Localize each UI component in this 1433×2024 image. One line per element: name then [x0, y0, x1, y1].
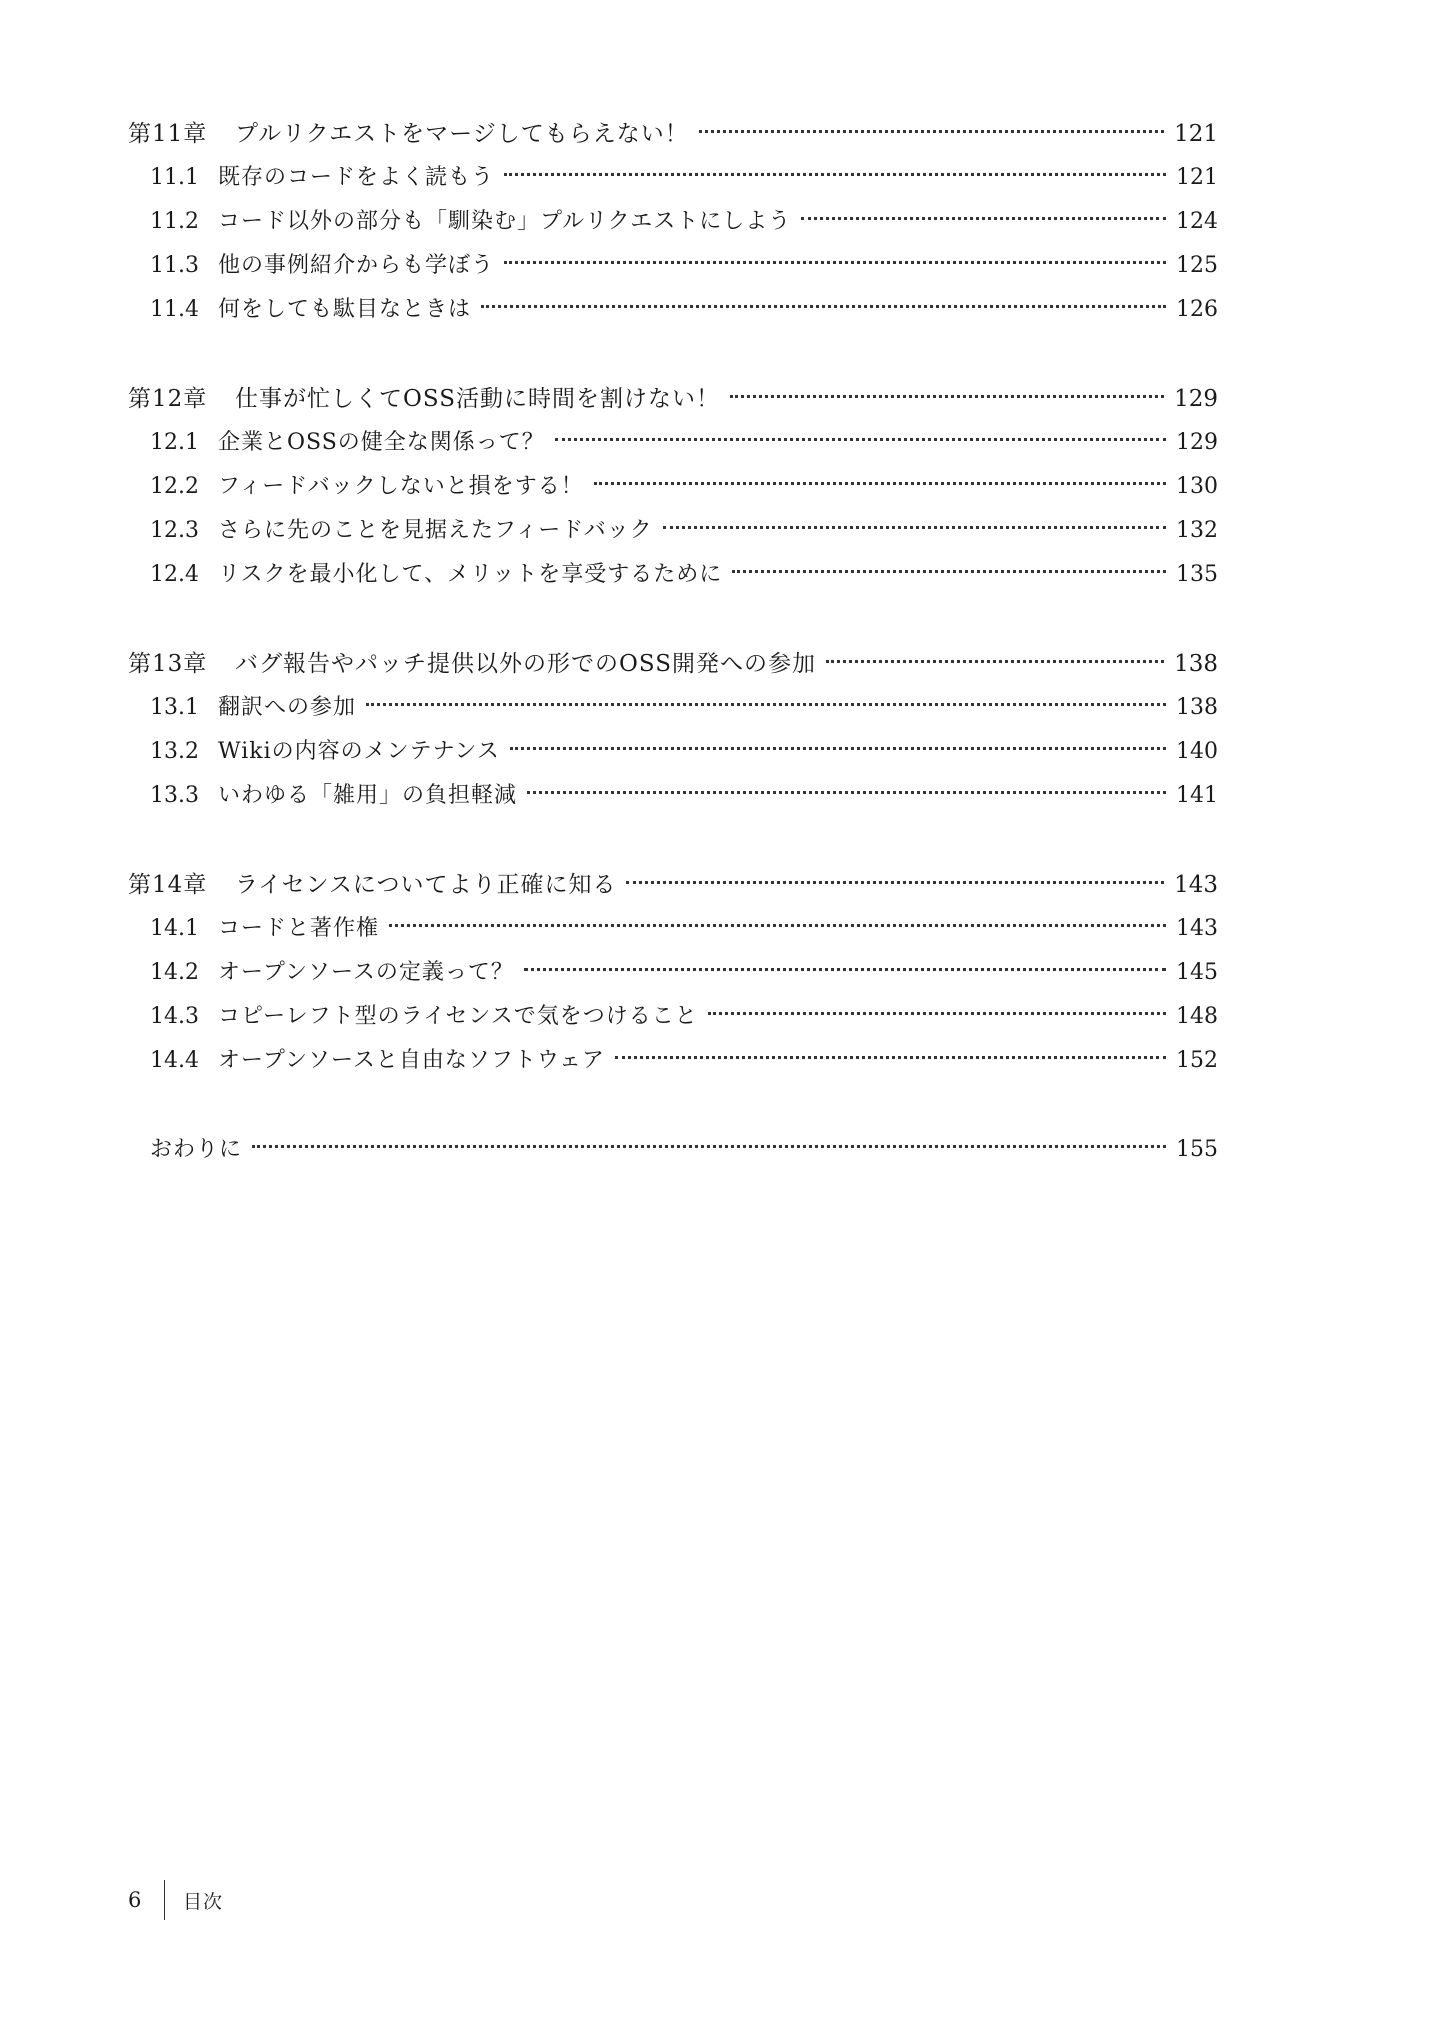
page-number: 129	[1174, 386, 1218, 412]
dot-leader	[389, 924, 1166, 927]
section-entry[interactable]	[128, 509, 1218, 553]
chapter-13	[128, 642, 1218, 818]
section-entry[interactable]	[128, 907, 1218, 951]
section-title: Wikiの内容のメンテナンス	[218, 739, 500, 764]
page-number: 126	[1176, 297, 1218, 322]
folio-number: 6	[128, 1888, 142, 1912]
section-entry[interactable]	[128, 200, 1218, 244]
chapter-11	[128, 112, 1218, 332]
page-number: 148	[1176, 1004, 1218, 1029]
dot-leader	[615, 1056, 1166, 1059]
section-number: 13.1	[150, 695, 199, 720]
section-number: 14.4	[150, 1048, 199, 1073]
section-title: 翻訳への参加	[218, 695, 357, 720]
dot-leader	[524, 968, 1166, 971]
page-number: 152	[1176, 1048, 1218, 1073]
page-number: 155	[1176, 1137, 1218, 1162]
page-number: 124	[1176, 209, 1218, 234]
section-title: 他の事例紹介からも学ぼう	[218, 253, 495, 278]
section-entry[interactable]	[128, 686, 1218, 730]
section-title: 何をしても駄目なときは	[218, 297, 472, 322]
dot-leader	[699, 130, 1164, 133]
table-of-contents	[128, 112, 1218, 1172]
chapter-label: 第14章	[128, 872, 208, 898]
dot-leader	[730, 395, 1164, 398]
page-number: 121	[1176, 165, 1218, 190]
dot-leader	[555, 438, 1166, 441]
page-number: 143	[1174, 872, 1218, 898]
dot-leader	[252, 1145, 1166, 1148]
chapter-label: 第13章	[128, 651, 208, 677]
page-number: 135	[1176, 562, 1218, 587]
chapter-label: 第12章	[128, 386, 208, 412]
page-number: 143	[1176, 916, 1218, 941]
section-entry[interactable]	[128, 244, 1218, 288]
section-title: オープンソースの定義って？	[218, 960, 514, 985]
chapter-title: 仕事が忙しくてOSS活動に時間を割けない！	[235, 386, 720, 412]
page-footer	[128, 1880, 223, 1920]
section-number: 11.4	[150, 297, 199, 322]
dot-leader	[504, 173, 1166, 176]
running-footer-label: 目次	[183, 1890, 224, 1913]
section-title: オープンソースと自由なソフトウェア	[218, 1048, 606, 1073]
footer-divider	[164, 1880, 165, 1920]
chapter-title: ライセンスについてより正確に知る	[235, 872, 617, 898]
page-number: 138	[1176, 695, 1218, 720]
section-title: いわゆる「雑用」の負担軽減	[218, 783, 518, 808]
chapter-title: プルリクエストをマージしてもらえない！	[235, 121, 689, 147]
chapter-14	[128, 863, 1218, 1083]
section-title: 既存のコードをよく読もう	[218, 165, 495, 190]
section-number: 12.4	[150, 562, 199, 587]
section-entry[interactable]	[128, 995, 1218, 1039]
section-number: 11.1	[150, 165, 199, 190]
dot-leader	[708, 1012, 1166, 1015]
section-number: 12.3	[150, 518, 199, 543]
dot-leader	[626, 881, 1164, 884]
dot-leader	[481, 305, 1166, 308]
dot-leader	[732, 570, 1166, 573]
page-number: 130	[1176, 474, 1218, 499]
chapter-heading[interactable]	[128, 863, 1218, 907]
dot-leader	[663, 526, 1166, 529]
page-number: 121	[1174, 121, 1218, 147]
dot-leader	[366, 703, 1166, 706]
section-number: 14.1	[150, 916, 199, 941]
section-number: 12.2	[150, 474, 199, 499]
chapter-heading[interactable]	[128, 642, 1218, 686]
page-number: 140	[1176, 739, 1218, 764]
section-number: 14.2	[150, 960, 199, 985]
section-entry[interactable]	[128, 1039, 1218, 1083]
section-title: 企業とOSSの健全な関係って？	[218, 430, 545, 455]
page-number: 138	[1174, 651, 1218, 677]
section-entry[interactable]	[128, 156, 1218, 200]
section-title: コード以外の部分も「馴染む」プルリクエストにしよう	[218, 209, 792, 234]
section-number: 14.3	[150, 1004, 199, 1029]
section-entry[interactable]	[128, 730, 1218, 774]
section-number: 11.3	[150, 253, 199, 278]
page-number: 132	[1176, 518, 1218, 543]
section-title: さらに先のことを見据えたフィードバック	[218, 518, 653, 543]
section-entry[interactable]	[128, 465, 1218, 509]
page-number: 145	[1176, 960, 1218, 985]
dot-leader	[801, 217, 1166, 220]
page-number: 125	[1176, 253, 1218, 278]
dot-leader	[826, 660, 1164, 663]
section-entry[interactable]	[128, 951, 1218, 995]
afterword-entry[interactable]	[128, 1128, 1218, 1172]
section-entry[interactable]	[128, 553, 1218, 597]
section-number: 13.2	[150, 739, 199, 764]
dot-leader	[504, 261, 1166, 264]
section-entry[interactable]	[128, 288, 1218, 332]
chapter-title: バグ報告やパッチ提供以外の形でのOSS開発への参加	[235, 651, 816, 677]
chapter-heading[interactable]	[128, 112, 1218, 156]
chapter-label: 第11章	[128, 121, 208, 147]
chapter-12	[128, 377, 1218, 597]
section-entry[interactable]	[128, 774, 1218, 818]
dot-leader	[510, 747, 1166, 750]
section-entry[interactable]	[128, 421, 1218, 465]
page-number: 129	[1176, 430, 1218, 455]
section-number: 13.3	[150, 783, 199, 808]
section-number: 11.2	[150, 209, 199, 234]
dot-leader	[527, 791, 1166, 794]
afterword-title: おわりに	[150, 1137, 243, 1162]
section-title: コードと著作権	[218, 916, 380, 941]
chapter-heading[interactable]	[128, 377, 1218, 421]
dot-leader	[594, 482, 1166, 485]
section-number: 12.1	[150, 430, 199, 455]
section-title: コピーレフト型のライセンスで気をつけること	[218, 1004, 698, 1029]
section-title: リスクを最小化して、メリットを享受するために	[218, 562, 723, 587]
page-number: 141	[1176, 783, 1218, 808]
section-title: フィードバックしないと損をする！	[218, 474, 584, 499]
